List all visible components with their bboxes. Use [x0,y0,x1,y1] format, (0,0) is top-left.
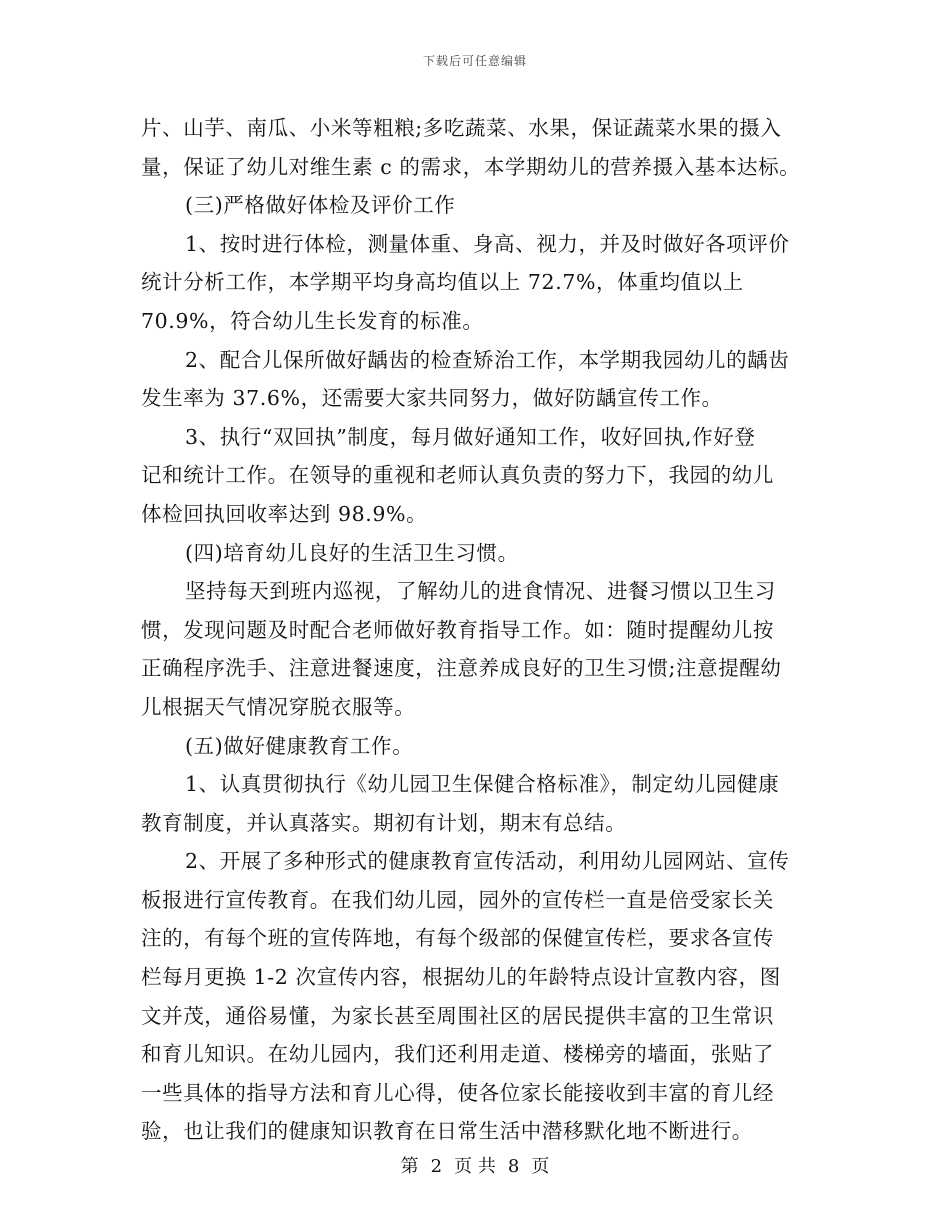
body-line-10: 记和统计工作。在领导的重视和老师认真负责的努力下，我园的幼儿 [141,463,774,488]
body-line-21: 板报进行宣传教育。在我们幼儿园，园外的宣传栏一直是倍受家长关 [141,887,774,912]
page-footer [0,1152,950,1178]
body-line-1: 片、山芋、南瓜、小米等粗粮;多吃蔬菜、水果，保证蔬菜水果的摄入 [141,116,782,140]
footer-middle: 页 共 [454,1156,496,1177]
section-heading-3: (三)严格做好体检及评价工作 [185,193,456,218]
body-line-23: 栏每月更换 1-2 次宣传内容，根据幼儿的年龄特点设计宣教内容，图 [141,965,781,990]
document-body [141,109,809,1151]
body-line-20: 2、开展了多种形式的健康教育宣传活动，利用幼儿园网站、宣传 [185,849,790,874]
body-line-14: 惯，发现问题及时配合老师做好教育指导工作。如：随时提醒幼儿按 [141,617,774,642]
body-line-27: 验，也让我们的健康知识教育在日常生活中潜移默化地不断进行。 [141,1119,753,1144]
body-line-6: 70.9%，符合幼儿生长发育的标准。 [141,308,484,333]
footer-current-page: 2 [430,1156,443,1177]
body-line-15: 正确程序洗手、注意进餐速度，注意养成良好的卫生习惯;注意提醒幼 [141,656,782,681]
body-line-16: 儿根据天气情况穿脱衣服等。 [141,694,416,719]
body-line-18: 1、认真贯彻执行《幼儿园卫生保健合格标准》，制定幼儿园健康 [185,772,780,797]
body-line-26: 一些具体的指导方法和育儿心得，使各位家长能接收到丰富的育儿经 [141,1080,774,1105]
body-line-9: 3、执行“双回执”制度，每月做好通知工作，收好回执,作好登 [185,424,756,449]
body-line-4: 1、按时进行体检，测量体重、身高、视力，并及时做好各项评价 [185,231,790,256]
body-line-11: 体检回执回收率达到 98.9%。 [141,501,428,526]
body-line-8: 发生率为 37.6%，还需要大家共同努力，做好防龋宣传工作。 [141,386,723,411]
body-line-24: 文并茂，通俗易懂，为家长甚至周围社区的居民提供丰富的卫生常识 [141,1003,774,1028]
footer-suffix: 页 [531,1156,550,1177]
footer-prefix: 第 [400,1156,419,1177]
body-line-2: 量，保证了幼儿对维生素 c 的需求，本学期幼儿的营养摄入基本达标。 [141,154,801,179]
body-line-5: 统计分析工作，本学期平均身高均值以上 72.7%，体重均值以上 [141,270,744,295]
section-heading-4: (四)培育幼儿良好的生活卫生习惯。 [185,540,519,565]
footer-total-pages: 8 [507,1156,520,1177]
section-heading-5: (五)做好健康教育工作。 [185,733,414,758]
body-line-19: 教育制度，并认真落实。期初有计划，期末有总结。 [141,810,627,835]
body-line-25: 和育儿知识。在幼儿园内，我们还利用走道、楼梯旁的墙面，张贴了 [141,1042,774,1067]
page-header: 下载后可任意编辑 [422,54,527,68]
body-line-7: 2、配合儿保所做好龋齿的检查矫治工作，本学期我园幼儿的龋齿 [185,347,790,372]
body-line-22: 注的，有每个班的宣传阵地，有每个级部的保健宣传栏，要求各宣传 [141,926,774,951]
body-line-13: 坚持每天到班内巡视，了解幼儿的进食情况、进餐习惯以卫生习 [185,579,776,604]
